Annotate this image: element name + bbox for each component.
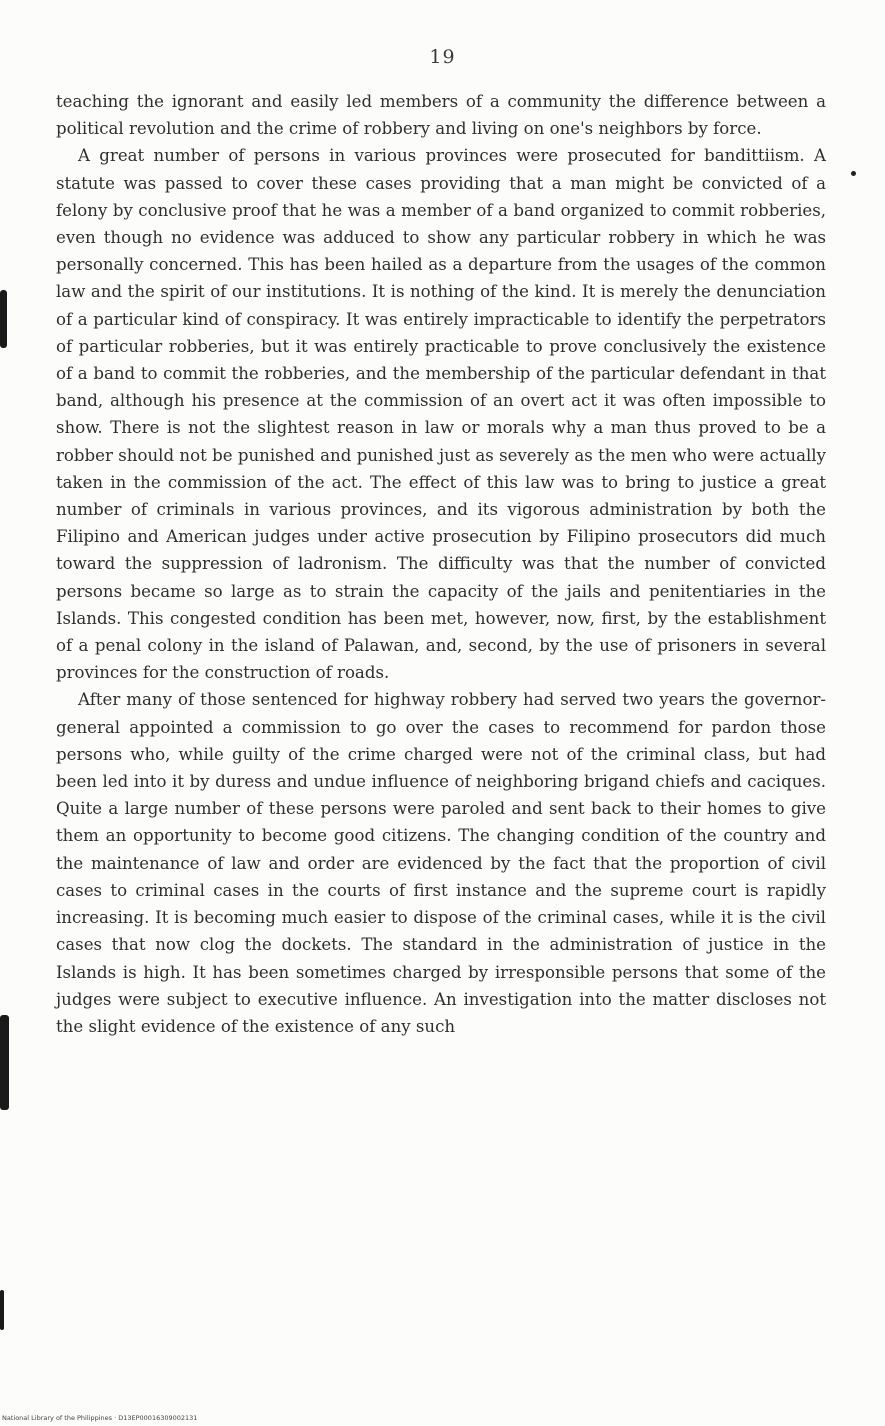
- paragraph-1: teaching the ignorant and easily led members of a community the difference between a political revolution and the crime of robbery and living on one's neighbors by force.: [56, 92, 826, 139]
- paragraph-2: A great number of persons in various provinces were prosecuted for bandittiism. A statute was passed to cover these cases providing that a man might be convicted of a felony by conclusive proof that he was a member of a band organized to commit robberies, even though no evidence was adduced to show any particular robbery in which he was personally concerned. This has been hailed as a departure from the usages of the common law and the spirit of our institutions. It is nothing of the kind. It is merely the denunciation of a particular kind of conspiracy. It was entirely impracticable to identify the perpetrators of particular robberies, but it was entirely practicable to prove conclusively the existence of a band to commit the robberies, and the membership of the particular defendant in that band, although his presence at the commission of an overt act it was often impossible to show. There is not the slightest reason in law or morals why a man thus proved to be a robber should not be punished and punished just as severely as the men who were actually taken in the commission of the act. The effect of this law was to bring to justice a great number of criminals in various provinces, and its vigorous administration by both the Filipino and American judges under active prosecution by Filipino prosecutors did much toward the suppression of ladronism. The difficulty was that the number of convicted persons became so large as to strain the capacity of the jails and penitentiaries in the Islands. This congested condition has been met, however, now, first, by the establishment of a penal colony in the island of Palawan, and, second, by the use of prisoners in several provinces for the construction of roads.: [56, 146, 826, 683]
- left-edge-shadow: [0, 290, 7, 348]
- scan-caption: National Library of the Philippines · D13EP00016309002131: [2, 1414, 198, 1422]
- page-number: 19: [429, 46, 456, 68]
- paragraph-3: After many of those sentenced for highway robbery had served two years the governor-general appointed a commission to go over the cases to recommend for pardon those persons who, while guilty of the crime charged were not of the criminal class, but had been led into it by duress and undue influence of neighboring brigand chiefs and caciques. Quite a large number of these persons were paroled and sent back to their homes to give them an opportunity to become good citizens. The changing condition of the country and the maintenance of law and order are evidenced by the fact that the proportion of civil cases to criminal cases in the courts of first instance and the supreme court is rapidly increasing. It is becoming much easier to dispose of the criminal cases, while it is the civil cases that now clog the dockets. The standard in the administration of justice in the Islands is high. It has been sometimes charged by irresponsible persons that some of the judges were subject to executive influence. An investigation into the matter discloses not the slight evidence of the existence of any such: [56, 690, 826, 1036]
- left-edge-shadow: [0, 1015, 9, 1110]
- left-edge-shadow: [0, 1290, 4, 1330]
- margin-dot: [851, 171, 856, 176]
- body-text: [56, 88, 826, 1040]
